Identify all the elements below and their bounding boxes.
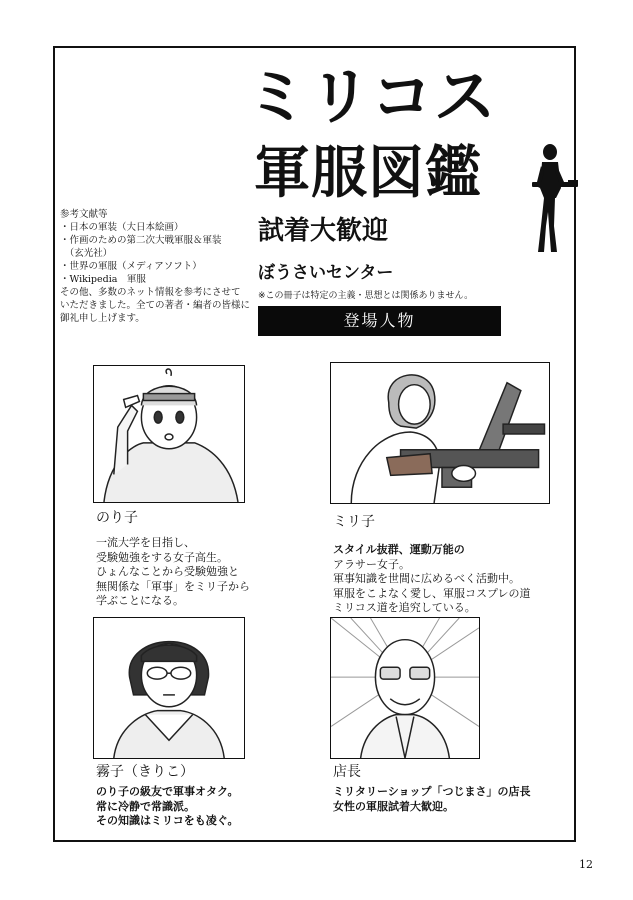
desc-line: 常に冷静で常識派。: [96, 799, 195, 813]
title-line-1: ミリコス: [246, 60, 497, 133]
character-desc-miriko: [333, 543, 531, 616]
desc-line: 軍服をこよなく愛し、軍服コスプレの道: [333, 586, 531, 600]
references-line: ・日本の軍装（大日本絵画）: [60, 222, 184, 233]
desc-line: ひょんなことから受験勉強と: [96, 565, 239, 578]
character-desc-noriko: [96, 536, 250, 609]
character-desc-kiriko: [96, 785, 239, 829]
disclaimer: ※この冊子は特定の主義・思想とは関係ありません。: [258, 291, 474, 301]
references-line: 御礼申し上げます。: [60, 313, 145, 324]
cast-heading: 登場人物: [258, 306, 501, 336]
page-number: 12: [579, 858, 593, 871]
title-line-2: 軍服図鑑: [254, 141, 482, 206]
desc-line: ミリコス道を追究している。: [333, 601, 476, 614]
references: [60, 208, 250, 325]
references-line: いただきました。全ての著者・編者の皆様に: [60, 300, 251, 311]
desc-line: 女性の軍服試着大歓迎。: [333, 799, 454, 813]
subtitle: 試着大歓迎: [258, 216, 389, 246]
desc-line: 受験勉強をする女子高生。: [96, 550, 228, 564]
references-line: その他、多数のネット情報を参考にさせて: [60, 287, 241, 298]
kiriko-portrait: [93, 617, 245, 759]
desc-line: スタイル抜群、運動万能の: [333, 543, 465, 556]
character-name-kiriko: 霧子（きりこ）: [96, 764, 194, 780]
references-line: ・世界の軍服（メディアソフト）: [60, 261, 202, 272]
noriko-portrait: [93, 365, 245, 503]
character-name-miriko: ミリ子: [333, 514, 375, 530]
soldier-silhouette-icon: [524, 142, 580, 254]
desc-line: ミリタリーショップ「つじまさ」の店長: [333, 785, 531, 798]
desc-line: 無関係な「軍事」をミリ子から: [96, 579, 250, 593]
references-line: 参考文献等: [60, 209, 108, 220]
character-name-noriko: のり子: [96, 510, 138, 526]
desc-line: 学ぶことになる。: [96, 594, 184, 607]
desc-line: 軍事知識を世間に広めるべく活動中。: [333, 572, 520, 585]
miriko-portrait: [330, 362, 550, 504]
references-line: ・作画のための第二次大戦軍服＆軍装: [60, 235, 222, 246]
tencho-portrait: [330, 617, 480, 759]
character-desc-tencho: [333, 785, 531, 814]
character-name-tencho: 店長: [333, 764, 361, 780]
publisher: ぼうさいセンター: [258, 263, 394, 283]
references-line: （玄光社）: [60, 248, 113, 259]
references-line: ・Wikipedia 軍服: [60, 274, 146, 285]
desc-line: その知識はミリコをも凌ぐ。: [96, 814, 239, 827]
desc-line: 一流大学を目指し、: [96, 536, 195, 549]
desc-line: アラサー女子。: [333, 557, 410, 571]
desc-line: のり子の級友で軍事オタク。: [96, 785, 239, 798]
